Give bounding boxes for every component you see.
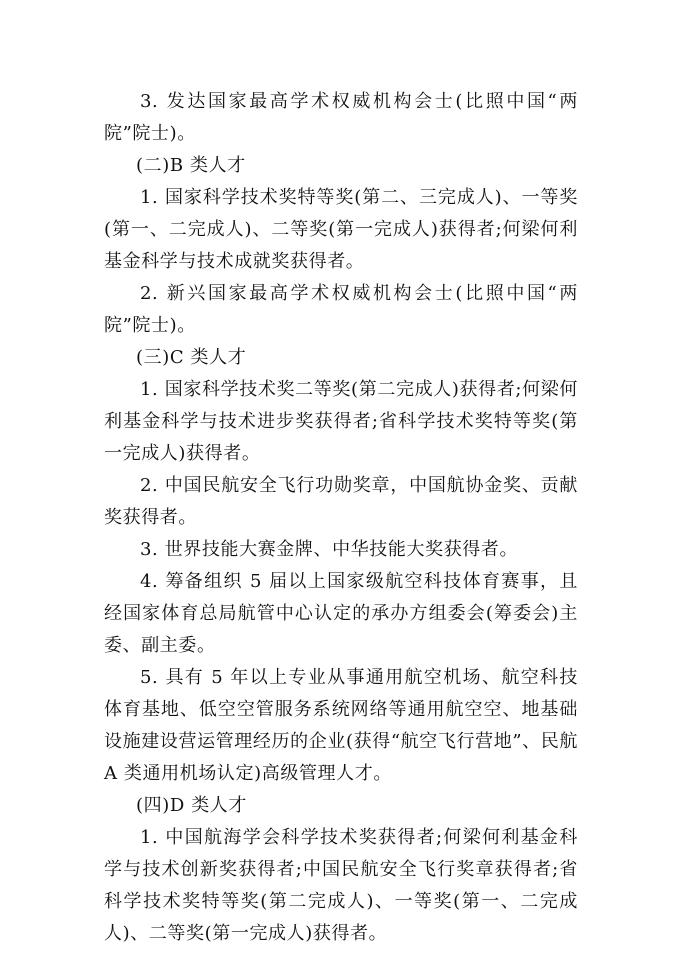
paragraph-c4: 4. 筹备组织 5 届以上国家级航空科技体育赛事，且经国家体育总局航管中心认定的承办方组委会(筹委会)主委、副主委。 (104, 571, 578, 656)
section-heading-d: (四)D 类人才 (136, 795, 247, 816)
paragraph-c1: 1. 国家科学技术奖二等奖(第二完成人)获得者;何梁何利基金科学与技术进步奖获得者;省科学技术奖特等奖(第一完成人)获得者。 (104, 379, 578, 464)
section-heading-c: (三)C 类人才 (136, 347, 247, 368)
paragraph-c2: 2. 中国民航安全飞行功勋奖章，中国航协金奖、贡献奖获得者。 (104, 475, 578, 528)
paragraph-b2: 2. 新兴国家最高学术权威机构会士(比照中国“两院”院士)。 (104, 283, 578, 336)
paragraph-d1: 1. 中国航海学会科学技术奖获得者;何梁何利基金科学与技术创新奖获得者;中国民航安全飞行奖章获得者;省科学技术奖特等奖(第二完成人)、一等奖(第一、二完成人)、二等奖(第一完成人)获得者。 (104, 827, 578, 944)
paragraph-b1: 1. 国家科学技术奖特等奖(第二、三完成人)、一等奖(第一、二完成人)、二等奖(第一完成人)获得者;何梁何利基金科学与技术成就奖获得者。 (104, 187, 578, 272)
paragraph-c5: 5. 具有 5 年以上专业从事通用航空机场、航空科技体育基地、低空空管服务系统网络等通用航空空、地基础设施建设营运管理经历的企业(获得“航空飞行营地”、民航 A 类通用机场认定)高级管理人才。 (104, 667, 578, 784)
paragraph-c3: 3. 世界技能大赛金牌、中华技能大奖获得者。 (140, 539, 519, 560)
document-body (104, 86, 578, 950)
section-heading-b: (二)B 类人才 (136, 155, 246, 176)
paragraph-a3: 3. 发达国家最高学术权威机构会士(比照中国“两院”院士)。 (104, 91, 578, 144)
